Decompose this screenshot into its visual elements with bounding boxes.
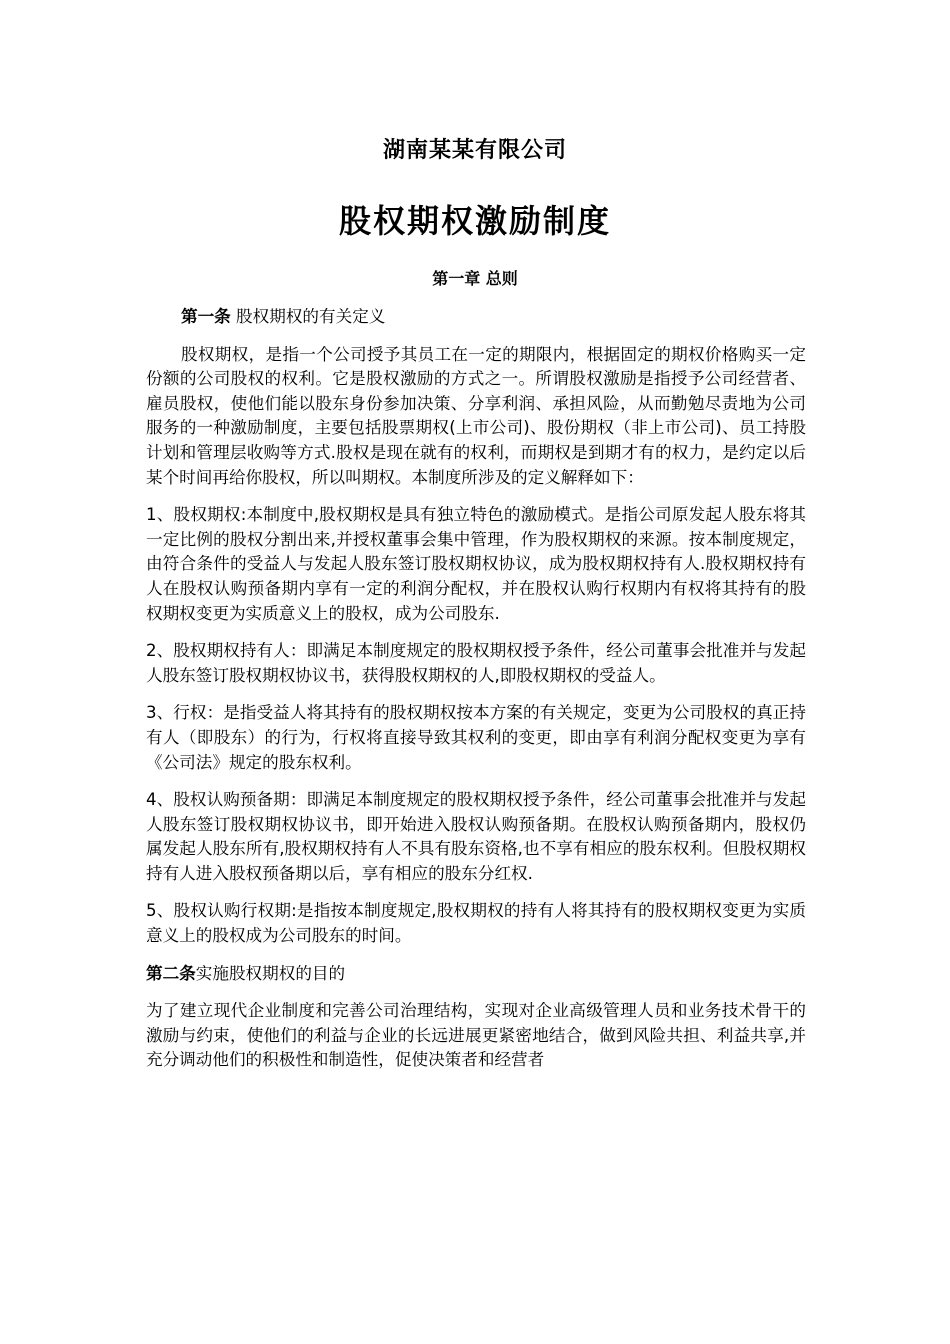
company-name: 湖南某某有限公司	[382, 138, 567, 163]
document-title: 股权期权激励制度	[338, 202, 611, 240]
definition-item: 3、行权：是指受益人将其持有的股权期权按本方案的有关规定，变更为公司股权的真正持有人（即股东）的行为，行权将直接导致其权利的变更，即由享有利润分配权变更为享有《公司法》规定的股东权利。	[146, 703, 806, 772]
article-2-title: 实施股权期权的目的	[195, 963, 346, 983]
article-1-heading	[146, 305, 806, 330]
definition-item: 5、股权认购行权期:是指按本制度规定,股权期权的持有人将其持有的股权期权变更为实质意义上的股权成为公司股东的时间。	[146, 901, 806, 946]
definition-item: 4、股权认购预备期：即满足本制度规定的股权期权授予条件，经公司董事会批准并与发起人股东签订股权期权协议书，即开始进入股权认购预备期。在股权认购预备期内，股权仍属发起人股东所有,股权期权持有人不具有股东资格,也不享有相应的股东权利。但股权期权持有人进入股权预备期以后，享有相应的股东分红权.	[146, 790, 806, 883]
definition-item: 1、股权期权:本制度中,股权期权是具有独立特色的激励模式。是指公司原发起人股东将其一定比例的股权分割出来,并授权董事会集中管理，作为股权期权的来源。按本制度规定，由符合条件的受益人与发起人股东签订股权期权协议，成为股权期权持有人.股权期权持有人在股权认购预备期内享有一定的利润分配权，并在股权认购行权期内有权将其持有的股权期权变更为实质意义上的股权，成为公司股东.	[146, 505, 806, 623]
intro-paragraph: 股权期权，是指一个公司授予其员工在一定的期限内，根据固定的期权价格购买一定份额的公司股权的权利。它是股权激励的方式之一。所谓股权激励是指授予公司经营者、雇员股权，使他们能以股东身份参加决策、分享利润、承担风险，从而勤勉尽责地为公司服务的一种激励制度，主要包括股票期权(上市公司)、股份期权（非上市公司)、员工持股计划和管理层收购等方式.股权是现在就有的权利，而期权是到期才有的权力，是约定以后某个时间再给你股权，所以叫期权。本制度所涉及的定义解释如下：	[146, 344, 806, 487]
purpose-paragraph: 为了建立现代企业制度和完善公司治理结构，实现对企业高级管理人员和业务技术骨干的激励与约束，使他们的利益与企业的长远进展更紧密地结合，做到风险共担、利益共享,并充分调动他们的积极性和制造性，促使决策者和经营者	[146, 1001, 806, 1070]
chapter-heading: 第一章 总则	[432, 269, 518, 288]
article-1-title: 股权期权的有关定义	[230, 307, 386, 326]
document-body	[146, 305, 806, 1086]
article-2-heading	[146, 962, 806, 987]
article-2-label: 第二条	[146, 963, 196, 983]
definition-item: 2、股权期权持有人：即满足本制度规定的股权期权授予条件，经公司董事会批准并与发起人股东签订股权期权协议书，获得股权期权的人,即股权期权的受益人。	[146, 641, 806, 685]
article-1-label: 第一条	[181, 307, 231, 326]
